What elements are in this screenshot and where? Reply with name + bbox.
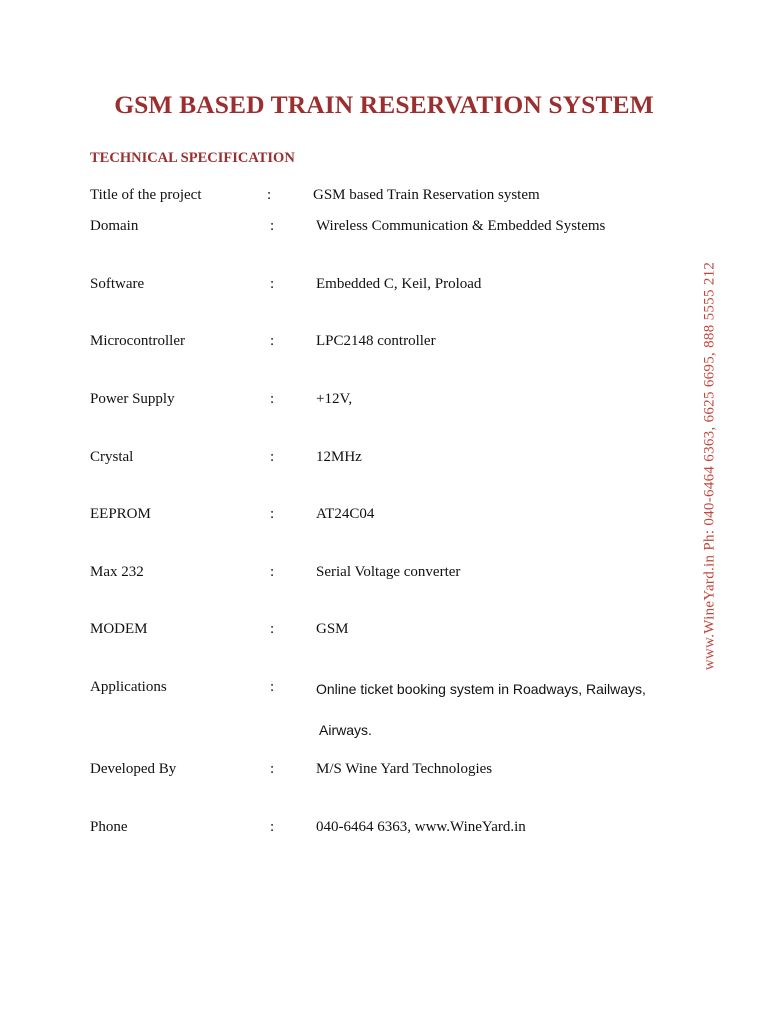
spec-value: 12MHz	[316, 449, 362, 465]
spec-value: 040-6464 6363, www.WineYard.in	[316, 819, 526, 835]
spec-label: Title of the project	[90, 187, 202, 203]
spec-separator: :	[270, 449, 275, 465]
spec-label: Applications	[90, 679, 167, 695]
spec-value: Online ticket booking system in Roadways, Railways,	[316, 681, 646, 697]
side-contact-text: www.WineYard.in Ph: 040-6464 6363, 6625 6695, 888 5555 212	[701, 261, 718, 671]
spec-label: Power Supply	[90, 391, 175, 407]
spec-value: +12V,	[316, 391, 353, 407]
spec-row-microcontroller	[0, 333, 700, 353]
spec-label: Developed By	[90, 761, 177, 777]
spec-row-title	[0, 187, 700, 207]
spec-row-applications-continued	[0, 722, 700, 742]
spec-value-continued: Airways.	[319, 722, 372, 738]
spec-separator: :	[270, 506, 275, 522]
spec-row-max232	[0, 564, 700, 584]
spec-row-phone	[0, 819, 700, 839]
spec-value: Wireless Communication & Embedded Systems	[316, 218, 606, 234]
spec-separator: :	[267, 187, 272, 203]
spec-separator: :	[270, 276, 275, 292]
spec-separator: :	[270, 333, 275, 349]
spec-row-software	[0, 276, 700, 296]
spec-label: Domain	[90, 218, 139, 234]
spec-value: AT24C04	[316, 506, 375, 522]
spec-label: MODEM	[90, 621, 148, 637]
spec-label: Crystal	[90, 449, 134, 465]
spec-row-developed-by	[0, 761, 700, 781]
spec-value: Serial Voltage converter	[316, 564, 461, 580]
spec-separator: :	[270, 391, 275, 407]
spec-label: Phone	[90, 819, 128, 835]
spec-label: Software	[90, 276, 145, 292]
document-title: GSM BASED TRAIN RESERVATION SYSTEM	[114, 90, 654, 119]
spec-separator: :	[270, 621, 275, 637]
spec-value: Embedded C, Keil, Proload	[316, 276, 482, 292]
spec-row-eeprom	[0, 506, 700, 526]
spec-row-domain	[0, 218, 700, 238]
spec-value: GSM	[316, 621, 349, 637]
spec-row-modem	[0, 621, 700, 641]
spec-row-crystal	[0, 449, 700, 469]
spec-separator: :	[270, 679, 275, 695]
spec-label: EEPROM	[90, 506, 151, 522]
spec-label: Max 232	[90, 564, 144, 580]
spec-separator: :	[270, 761, 275, 777]
spec-value: M/S Wine Yard Technologies	[316, 761, 493, 777]
spec-separator: :	[270, 819, 275, 835]
spec-separator: :	[270, 564, 275, 580]
spec-row-applications	[0, 679, 700, 699]
spec-value: GSM based Train Reservation system	[313, 187, 540, 203]
section-heading: TECHNICAL SPECIFICATION	[90, 150, 295, 166]
spec-value: LPC2148 controller	[316, 333, 436, 349]
spec-separator: :	[270, 218, 275, 234]
spec-row-power-supply	[0, 391, 700, 411]
spec-label: Microcontroller	[90, 333, 185, 349]
